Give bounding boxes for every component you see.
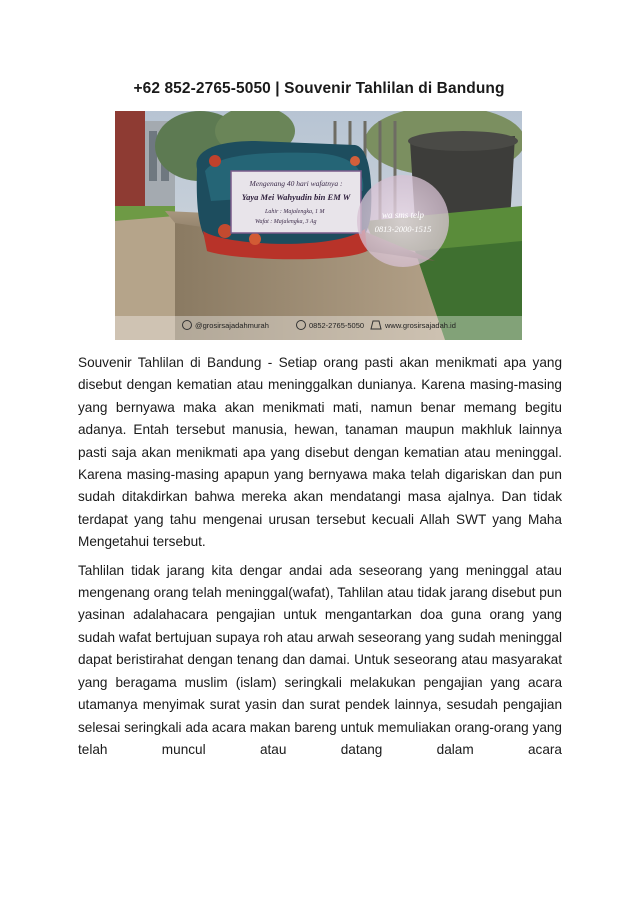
stamp-line-2: 0813-2000-1515 — [374, 224, 432, 234]
footer-handle: @grosirsajadahmurah — [195, 321, 269, 330]
stamp-line-1: wa sms telp — [381, 210, 425, 220]
article-body — [78, 352, 562, 767]
card-line-2: Yaya Mei Wahyudin bin EM W — [241, 192, 351, 202]
footer-phone: 0852-2765-5050 — [309, 321, 365, 330]
card-line-1: Mengenang 40 hari wafatnya : — [249, 179, 343, 188]
card-line-4: Wafat : Majalengka, 3 Ag — [255, 219, 317, 225]
paragraph-1: Souvenir Tahlilan di Bandung - Setiap orang pasti akan menikmati apa yang disebut dengan kematian atau meninggalkan dunianya. Karena masing-masing yang bernyawa maka akan menikmati mati, namun benar memang begitu adanya. Entah tersebut manusia, hewan, tanaman maupun makhluk lainnya pasti saja akan menikmati apa yang disebut dengan kematian atau meninggal. Karena masing-masing apapun yang bernyawa maka telah digariskan dan pun sudah ditakdirkan bahwa mereka akan mendatangi masa ajalnya. Dan tidak terdapat yang tahu mengenai urusan tersebut kecuali Allah SWT yang Maha Mengetahui tersebut. — [78, 355, 562, 550]
footer-web: www.grosirsajadah.id — [385, 321, 456, 330]
page-title: +62 852-2765-5050 | Souvenir Tahlilan di Bandung — [133, 80, 505, 97]
watermark-stamp — [357, 175, 449, 267]
photo-illustration — [115, 111, 522, 340]
paragraph-2: Tahlilan tidak jarang kita dengar andai ada seseorang yang meninggal atau mengenang orang telah meninggal(wafat), Tahlilan atau tidak jarang disebut pun yasinan adalahacara pengajian untuk mengantarkan doa guna orang yang sudah wafat bertujuan supaya roh atau arwah seseorang yang sudah meninggal dapat beristirahat dengan tenang dan damai. Untuk seseorang atau masyarakat yang beragama muslim (islam) seringkali melakukan pengajian yang acara utamanya menyimak surat yasin dan surat pendek lainnya, sesudah pengajian selesai seringkali ada acara makan bareng untuk memuliakan orang-orang yang telah muncul atau datang dalam acara — [78, 562, 562, 757]
card-line-3: Lahir : Majalengka, 1 M — [265, 209, 325, 215]
product-photo — [115, 111, 522, 340]
